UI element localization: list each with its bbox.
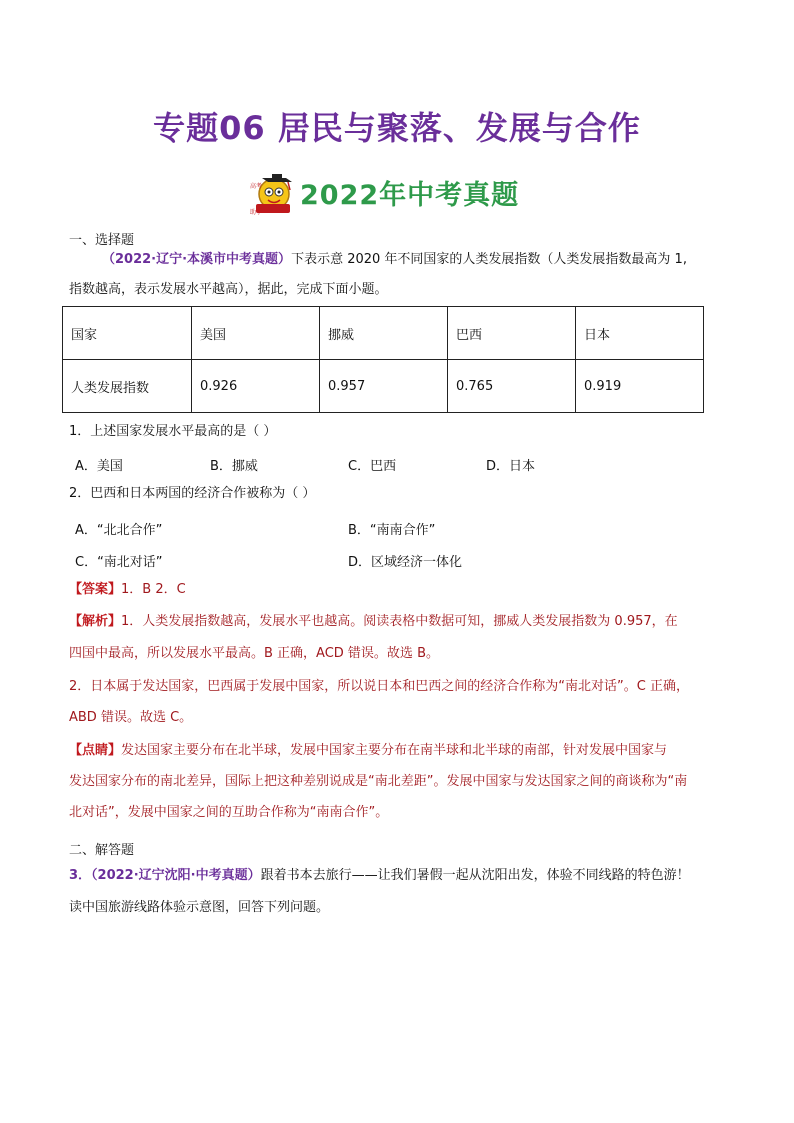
question-1-stem: 1．上述国家发展水平最高的是（ ） xyxy=(69,424,277,439)
tip-line-1 xyxy=(69,737,729,765)
question-3-line-1 xyxy=(69,862,729,890)
analysis-line-3: 2．日本属于发达国家，巴西属于发展中国家，所以说日本和巴西之间的经济合作称为“南北对话”。C 正确， xyxy=(69,679,689,694)
table-cell: 国家 xyxy=(63,307,192,360)
analysis-line-1 xyxy=(69,608,729,636)
q1-option-a: A．美国 xyxy=(75,459,123,474)
answer-tag: 【答案】 xyxy=(69,582,122,597)
q3-text-1: 跟着书本去旅行——让我们暑假一起从沈阳出发，体验不同线路的特色游！ xyxy=(260,868,690,883)
analysis-tag: 【解析】 xyxy=(69,614,122,629)
intro-text-2: 指数越高，表示发展水平越高），据此，完成下面小题。 xyxy=(69,282,388,297)
table-cell: 日本 xyxy=(576,307,704,360)
q1-option-b: B．挪威 xyxy=(210,459,258,474)
page-title: 专题06 居民与聚落、发展与合作 xyxy=(153,109,641,147)
tip-line-2: 发达国家分布的南北差异，国际上把这种差别说成是“南北差距”。发展中国家与发达国家之间的商谈称为“南 xyxy=(69,774,688,789)
table-cell: 美国 xyxy=(192,307,320,360)
table-cell: 巴西 xyxy=(448,307,576,360)
analysis-line-2: 四国中最高，所以发展水平最高。B 正确，ACD 错误。故选 B。 xyxy=(69,646,439,661)
table-cell: 0.957 xyxy=(320,360,448,413)
section-heading-choice: 一、选择题 xyxy=(69,233,135,248)
mascot-logo-icon xyxy=(248,168,296,216)
question-intro xyxy=(69,246,729,274)
q1-option-c: C．巴西 xyxy=(348,459,397,474)
mascot-text-bottom: 助手 xyxy=(250,209,263,216)
tip-text: 发达国家主要分布在北半球，发展中国家主要分布在南半球和北半球的南部，针对发展中国家与 xyxy=(121,743,668,758)
tip-tag: 【点睛】 xyxy=(69,743,122,758)
mascot-text-top: 高考 xyxy=(250,183,263,190)
table-cell: 人类发展指数 xyxy=(63,360,192,413)
table-cell: 挪威 xyxy=(320,307,448,360)
subtitle-banner xyxy=(248,168,519,216)
hdi-table xyxy=(62,306,704,413)
table-row xyxy=(63,307,704,360)
q3-source: 3．（2022·辽宁沈阳·中考真题） xyxy=(69,868,261,883)
question-source: （2022·辽宁·本溪市中考真题） xyxy=(102,252,292,267)
answer-text: 1．B 2．C xyxy=(121,582,186,597)
table-cell: 0.926 xyxy=(192,360,320,413)
tip-line-3: 北对话”，发展中国家之间的互助合作称为“南南合作”。 xyxy=(69,805,389,820)
answer-block xyxy=(69,576,729,604)
table-cell: 0.919 xyxy=(576,360,704,413)
subtitle: 2022年中考真题 xyxy=(300,179,520,211)
q2-option-d: D．区域经济一体化 xyxy=(348,555,463,570)
table-row xyxy=(63,360,704,413)
table-cell: 0.765 xyxy=(448,360,576,413)
q2-option-c: C．“南北对话” xyxy=(75,555,163,570)
analysis-text: 1．人类发展指数越高，发展水平也越高。阅读表格中数据可知，挪威人类发展指数为 0.957，在 xyxy=(121,614,678,629)
q2-option-b: B．“南南合作” xyxy=(348,523,436,538)
section-heading-answer: 二、解答题 xyxy=(69,843,135,858)
q1-option-d: D．日本 xyxy=(486,459,536,474)
intro-text-1: 下表示意 2020 年不同国家的人类发展指数（人类发展指数最高为 1, xyxy=(291,252,687,267)
analysis-line-4: ABD 错误。故选 C。 xyxy=(69,710,193,725)
question-2-stem: 2．巴西和日本两国的经济合作被称为（ ） xyxy=(69,486,316,501)
q2-option-a: A．“北北合作” xyxy=(75,523,163,538)
question-3-line-2: 读中国旅游线路体验示意图，回答下列问题。 xyxy=(69,900,330,915)
